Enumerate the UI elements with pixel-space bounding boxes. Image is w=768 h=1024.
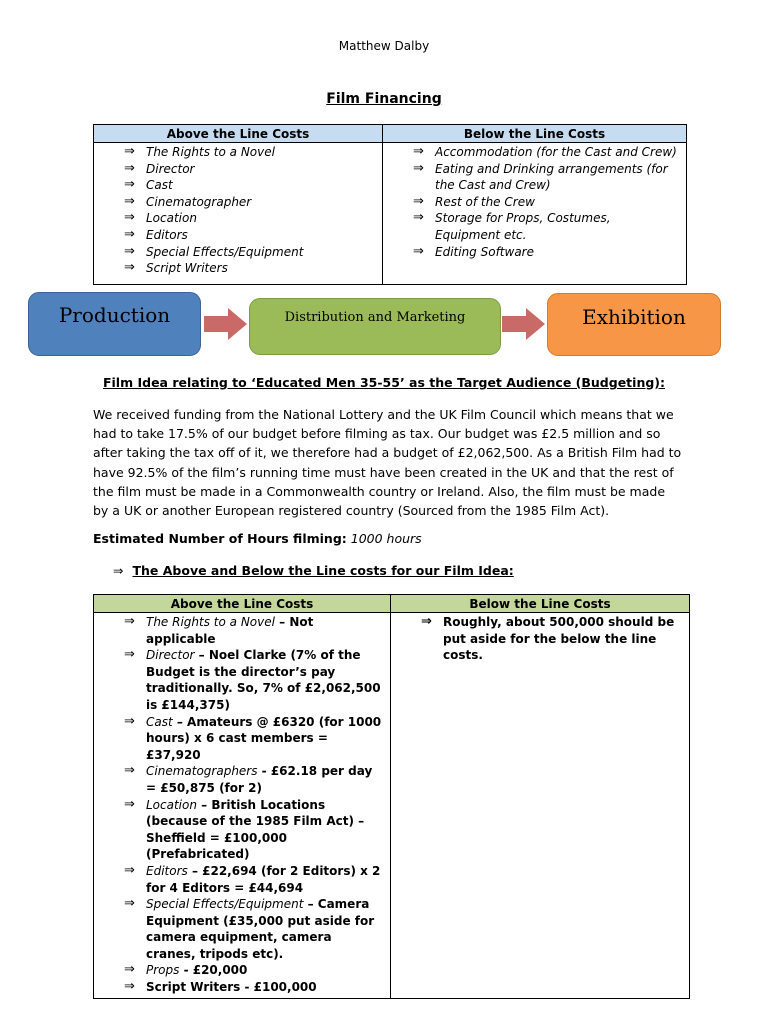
arrow-icon: ⇒ bbox=[413, 243, 424, 259]
arrow-icon: ⇒ bbox=[413, 160, 424, 176]
flow-arrow-2 bbox=[502, 307, 546, 341]
hours-value: 1000 hours bbox=[350, 531, 422, 546]
distribution-label: Distribution and Marketing bbox=[284, 310, 466, 325]
list-item-text: Location bbox=[146, 211, 197, 226]
author-name: Matthew Dalby bbox=[338, 39, 430, 53]
cost-item-name: Location bbox=[146, 797, 197, 812]
table1-below-list bbox=[383, 144, 686, 260]
table2-below-cell bbox=[391, 613, 690, 999]
list-item bbox=[94, 863, 390, 896]
arrow-icon: ⇒ bbox=[124, 979, 135, 995]
exhibition-box bbox=[547, 293, 721, 356]
arrow-icon: ⇒ bbox=[413, 210, 424, 226]
arrow-icon: ⇒ bbox=[124, 144, 135, 159]
table2-header-below: Below the Line Costs bbox=[391, 595, 690, 613]
costs-table-general bbox=[93, 124, 687, 285]
arrow-icon: ⇒ bbox=[124, 177, 135, 193]
list-item bbox=[383, 161, 686, 194]
list-item bbox=[383, 144, 686, 161]
list-item-text: The Rights to a Novel bbox=[146, 145, 275, 159]
list-item bbox=[94, 244, 382, 261]
list-item-text: Roughly, about 500,000 should be put aside for the below the line costs. bbox=[443, 615, 675, 663]
list-item bbox=[94, 714, 390, 764]
list-item-text: Cinematographer bbox=[146, 194, 252, 209]
cost-item-detail: – £22,694 (for 2 Editors) x 2 for 4 Editors = £44,694 bbox=[146, 863, 381, 895]
table1-below-cell bbox=[383, 143, 687, 285]
arrow-icon: ⇒ bbox=[124, 647, 135, 663]
cost-item-detail: – Not applicable bbox=[146, 615, 314, 646]
cost-item-detail: - £20,000 bbox=[179, 963, 248, 978]
list-item bbox=[94, 177, 382, 194]
arrow-icon: ⇒ bbox=[124, 763, 135, 779]
table2-header-above: Above the Line Costs bbox=[94, 595, 391, 613]
list-item bbox=[383, 210, 686, 243]
arrow-icon: ⇒ bbox=[413, 144, 424, 159]
arrow-icon: ⇒ bbox=[124, 243, 135, 259]
page-title: Film Financing bbox=[326, 91, 442, 107]
production-box bbox=[28, 292, 201, 356]
list-item-text: Rest of the Crew bbox=[435, 194, 535, 209]
arrow-icon: ⇒ bbox=[124, 193, 135, 209]
table2-below-list bbox=[391, 614, 689, 664]
subheading bbox=[113, 563, 514, 578]
table1-header-above: Above the Line Costs bbox=[94, 125, 383, 143]
arrow-icon: ⇒ bbox=[124, 260, 135, 276]
cost-item-detail: – Camera Equipment (£35,000 put aside for camera equipment, camera cranes, tripods etc). bbox=[146, 897, 375, 961]
list-item bbox=[94, 260, 382, 277]
arrow-icon: ⇒ bbox=[413, 193, 424, 209]
costs-table-film-idea bbox=[93, 594, 690, 999]
list-item-text: Script Writers bbox=[146, 261, 228, 276]
list-item-text: Director bbox=[146, 161, 195, 176]
cost-item-name: The Rights to a Novel bbox=[146, 615, 275, 629]
arrow-icon: ⇒ bbox=[124, 160, 135, 176]
list-item bbox=[94, 194, 382, 211]
arrow-icon: ⇒ bbox=[124, 614, 135, 629]
table1-header-below: Below the Line Costs bbox=[383, 125, 687, 143]
cost-item-detail: – Noel Clarke (7% of the Budget is the director’s pay traditionally. So, 7% of £2,062,500 is £144,375) bbox=[146, 648, 381, 712]
arrow-icon: ⇒ bbox=[124, 962, 135, 978]
subheading-label: The Above and Below the Line costs for our Film Idea: bbox=[132, 563, 514, 578]
arrow-icon: ⇒ bbox=[421, 614, 432, 629]
cost-item-detail: – Amateurs @ £6320 (for 1000 hours) x 6 cast members = £37,920 bbox=[146, 714, 382, 762]
list-item bbox=[94, 210, 382, 227]
arrow-icon: ⇒ bbox=[113, 563, 124, 578]
list-item-text: Storage for Props, Costumes, Equipment etc. bbox=[435, 211, 611, 242]
list-item bbox=[94, 647, 390, 713]
list-item-text: Eating and Drinking arrangements (for the Cast and Crew) bbox=[435, 161, 668, 193]
table1-above-list bbox=[94, 144, 382, 277]
cost-item-name: Cast bbox=[146, 714, 173, 729]
arrow-icon: ⇒ bbox=[124, 896, 135, 912]
table2-above-cell bbox=[94, 613, 391, 999]
cost-item-name: Director bbox=[146, 648, 195, 663]
cost-item-detail: – British Locations (because of the 1985 Film Act) – Sheffield = £100,000 (Prefabricated) bbox=[146, 797, 365, 862]
table1-above-cell bbox=[94, 143, 383, 285]
list-item bbox=[94, 979, 390, 996]
list-item-text: Editing Software bbox=[435, 244, 534, 259]
budget-paragraph: We received funding from the National Lottery and the UK Film Council which means that we had to take 17.5% of our budget before filming as tax. Our budget was £2.5 million and so after taking the tax off of it, we therefore had a budget of £2,062,500. As a British Film had to have 92.5% of the film’s running time must have been created in the UK and that the rest of the film must be made in a Commonwealth country or Ireland. Also, the film must be made by a UK or another European registered country (Sourced from the 1985 Film Act). bbox=[93, 407, 682, 519]
flow-arrow-1 bbox=[204, 307, 248, 341]
list-item bbox=[94, 896, 390, 962]
list-item bbox=[94, 797, 390, 863]
cost-item-name: Cinematographers bbox=[146, 764, 258, 779]
cost-item-name: Editors bbox=[146, 863, 188, 878]
list-item bbox=[94, 763, 390, 796]
table2-above-list bbox=[94, 614, 390, 996]
cost-item-name: Props bbox=[146, 963, 180, 978]
cost-item-detail: - £62.18 per day = £50,875 (for 2) bbox=[146, 764, 373, 795]
list-item bbox=[94, 614, 390, 647]
list-item-text: Accommodation (for the Cast and Crew) bbox=[435, 145, 677, 159]
cost-item-name: Special Effects/Equipment bbox=[146, 897, 304, 912]
arrow-icon: ⇒ bbox=[124, 713, 135, 729]
distribution-box bbox=[249, 298, 501, 355]
list-item bbox=[383, 194, 686, 211]
list-item bbox=[94, 144, 382, 161]
list-item bbox=[94, 161, 382, 178]
list-item-text: Cast bbox=[146, 178, 173, 193]
arrow-icon: ⇒ bbox=[124, 862, 135, 878]
arrow-icon: ⇒ bbox=[124, 210, 135, 226]
list-item bbox=[94, 962, 390, 979]
cost-item-detail: Script Writers - £100,000 bbox=[146, 980, 317, 995]
hours-line bbox=[93, 531, 422, 546]
arrow-icon: ⇒ bbox=[124, 226, 135, 242]
hours-label: Estimated Number of Hours filming: bbox=[93, 531, 347, 546]
list-item-text: Special Effects/Equipment bbox=[146, 244, 304, 259]
list-item bbox=[391, 614, 689, 664]
arrow-icon: ⇒ bbox=[124, 796, 135, 812]
section-heading: Film Idea relating to ‘Educated Men 35-55’ as the Target Audience (Budgeting): bbox=[102, 375, 665, 390]
exhibition-label: Exhibition bbox=[582, 304, 686, 329]
list-item-text: Editors bbox=[146, 227, 188, 242]
production-label: Production bbox=[58, 303, 171, 327]
list-item bbox=[94, 227, 382, 244]
list-item bbox=[383, 244, 686, 261]
